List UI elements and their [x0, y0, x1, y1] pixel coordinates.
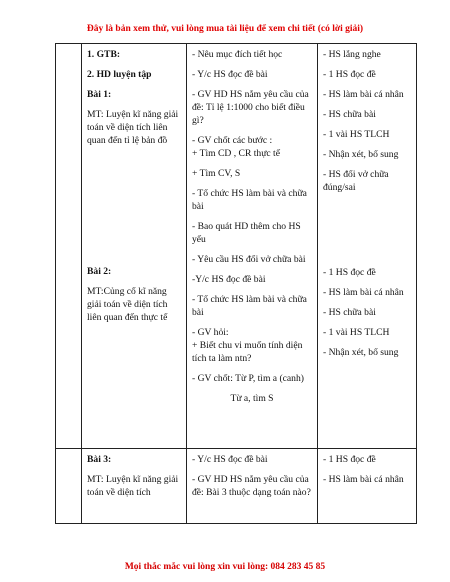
lesson-plan-table	[55, 43, 417, 524]
section-heading: 2. HD luyện tập	[87, 69, 152, 80]
student-step: - HS chữa bài	[323, 307, 376, 318]
student-step: - HS làm bài cá nhân	[323, 287, 404, 298]
teacher-step: - Tổ chức HS làm bài và chữa bài	[192, 294, 307, 318]
teacher-step: - Bao quát HD thêm cho HS yếu	[192, 221, 301, 245]
exercise-title: Bài 3:	[87, 454, 112, 465]
student-step: - Nhận xét, bổ sung	[323, 347, 399, 358]
teacher-activity-cell	[187, 449, 318, 524]
teacher-step: -Y/c HS đọc đề bài	[192, 274, 266, 285]
teacher-step: + Tìm CD , CR thực tế	[192, 148, 280, 159]
content-cell	[82, 44, 187, 449]
student-step: - 1 HS đọc đề	[323, 267, 376, 278]
student-step: - HS đổi vở chữa đúng/sai	[323, 169, 389, 193]
exercise-objective: MT: Luyện kĩ năng giải toán về diện tích liên quan đến tỉ lệ bản đồ	[87, 109, 179, 146]
teacher-activity-cell	[187, 44, 318, 449]
student-activity-cell	[318, 449, 417, 524]
teacher-step: - GV HD HS nắm yêu cầu của đề: Tỉ lệ 1:1000 cho biết điều gì?	[192, 89, 309, 126]
exercise-objective: MT:Củng cố kĩ năng giải toán về diện tích liên quan đến thực tế	[87, 286, 168, 323]
table-row	[56, 44, 417, 449]
teacher-step: - Tổ chức HS làm bài và chữa bài	[192, 188, 307, 212]
student-step: - HS làm bài cá nhân	[323, 474, 404, 485]
student-step: - Nhận xét, bổ sung	[323, 149, 399, 160]
exercise-objective: MT: Luyện kĩ năng giải toán về diện tích	[87, 474, 179, 498]
section-heading: 1. GTB:	[87, 49, 121, 60]
student-step: - HS làm bài cá nhân	[323, 89, 404, 100]
content-cell	[82, 449, 187, 524]
teacher-step: - GV chốt: Từ P, tìm a (canh)	[192, 373, 304, 384]
teacher-step: - Yêu cầu HS đổi vở chữa bài	[192, 254, 306, 265]
exercise-title: Bài 2:	[87, 266, 112, 277]
exercise-title: Bài 1:	[87, 89, 112, 100]
contact-banner: Mọi thắc mắc vui lòng xin vui lòng: 084 283 45 85	[124, 562, 326, 572]
time-cell	[56, 44, 82, 449]
student-step: - HS chữa bài	[323, 109, 376, 120]
table-row	[56, 449, 417, 524]
teacher-step: - Y/c HS đọc đề bài	[192, 69, 268, 80]
teacher-step: Từ a, tìm S	[230, 393, 274, 404]
preview-banner: Đây là bản xem thử, vui lòng mua tài liệu để xem chi tiết (có lời giải)	[86, 24, 364, 34]
student-step: - 1 vài HS TLCH	[323, 129, 390, 140]
student-activity-cell	[318, 44, 417, 449]
teacher-step: - Y/c HS đọc đề bài	[192, 454, 268, 465]
teacher-step: + Biết chu vi muốn tính diện tích ta làm ntn?	[192, 340, 303, 364]
student-step: - 1 vài HS TLCH	[323, 327, 390, 338]
teacher-step: - GV hỏi:	[192, 327, 229, 338]
teacher-step: - Nêu mục đích tiết học	[192, 49, 283, 60]
time-cell	[56, 449, 82, 524]
teacher-step: - GV chốt các bước :	[192, 135, 273, 146]
student-step: - 1 HS đọc đề	[323, 69, 376, 80]
student-step: - HS lắng nghe	[323, 49, 381, 60]
student-step: - 1 HS đọc đề	[323, 454, 376, 465]
teacher-step: + Tìm CV, S	[192, 168, 241, 179]
teacher-step: - GV HD HS nắm yêu cầu của đề: Bài 3 thuộc dạng toán nào?	[192, 474, 311, 498]
